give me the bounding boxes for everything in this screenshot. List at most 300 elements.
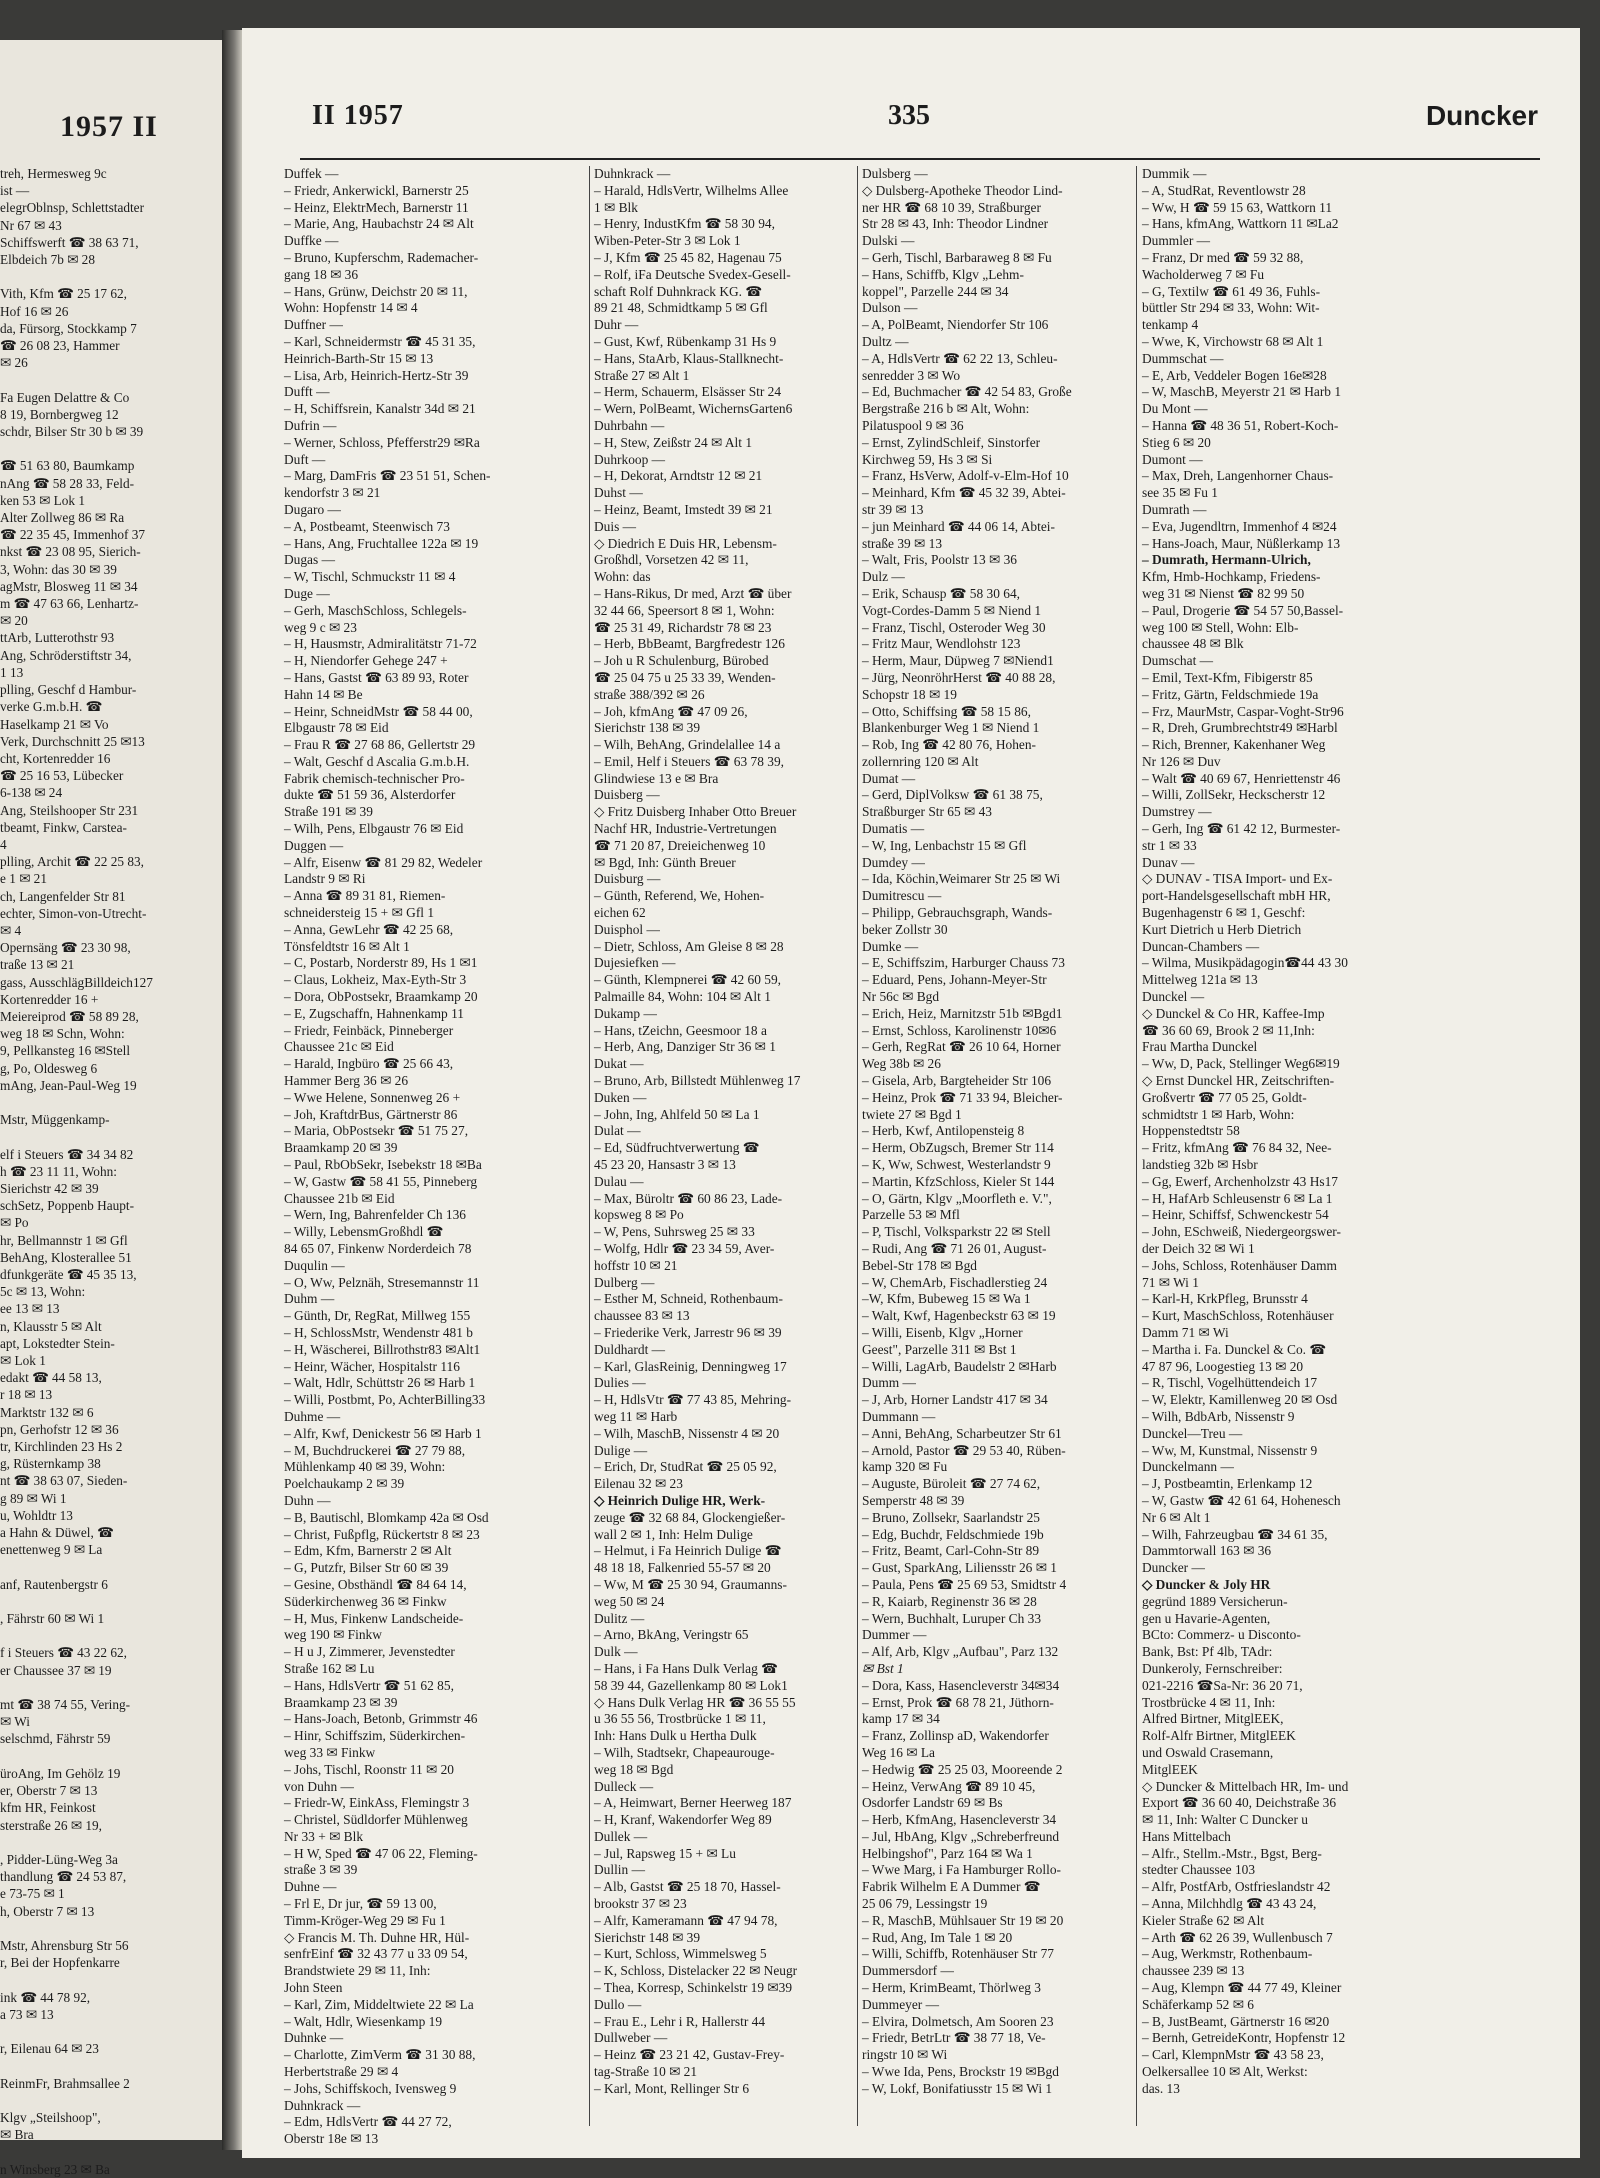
directory-entry-line: – Wilh, BehAng, Grindelallee 14 a <box>594 737 781 753</box>
left-page-line: nAng ☎ 58 28 33, Feld- <box>0 475 135 491</box>
directory-entry-line: – B, Bautischl, Blomkamp 42a ✉ Osd <box>284 1509 489 1525</box>
directory-entry-line: – Walt, Geschf d Ascalia G.m.b.H. <box>284 753 470 769</box>
directory-entry-line: Dumrath — <box>1142 501 1207 517</box>
left-page-line: Ang, Steilshooper Str 231 <box>0 802 139 818</box>
directory-entry-line: – Günth, Referend, We, Hohen- <box>594 888 765 904</box>
directory-entry-line: Wacholderweg 7 ✉ Fu <box>1142 266 1265 282</box>
directory-entry-line: Duldhardt — <box>594 1341 666 1357</box>
directory-entry-line: Dullek — <box>594 1828 648 1844</box>
directory-entry-line: Heinrich-Barth-Str 15 ✉ 13 <box>284 350 434 366</box>
directory-entry-line: – Walt, Fris, Poolstr 13 ✉ 36 <box>862 552 1017 568</box>
directory-entry-line: Dumdey — <box>862 854 925 870</box>
directory-entry-line: – W, Lokf, Bonifatiusstr 15 ✉ Wi 1 <box>862 2080 1053 2096</box>
directory-entry-line: 58 39 44, Gazellenkamp 80 ✉ Lok1 <box>594 1677 788 1693</box>
directory-entry-line: Duhrbahn — <box>594 417 665 433</box>
left-page-line: 8 19, Bornbergweg 12 <box>0 406 119 422</box>
directory-entry-line: – Alfr, Eisenw ☎ 81 29 82, Wedeler <box>284 854 483 870</box>
directory-entry-line: – Auguste, Büroleit ☎ 27 74 62, <box>862 1476 1041 1492</box>
directory-entry-line: Duhrkoop — <box>594 451 666 467</box>
left-page-line: ☎ 26 08 23, Hammer <box>0 338 120 354</box>
directory-entry-line: – Charlotte, ZimVerm ☎ 31 30 88, <box>284 2047 476 2063</box>
directory-entry-line: – Herb, KfmAng, Hasencleverstr 34 <box>862 1812 1057 1828</box>
directory-entry-line: Dumont — <box>1142 451 1203 467</box>
directory-entry-line: – K, Schloss, Distelacker 22 ✉ Neugr <box>594 1963 798 1979</box>
directory-entry-line: Landstr 9 ✉ Ri <box>284 871 366 887</box>
directory-entry-line: – Dumrath, Hermann-Ulrich, <box>1142 552 1311 568</box>
left-page-line: ✉ 26 <box>0 355 28 371</box>
directory-entry-line: Dukamp — <box>594 1005 657 1021</box>
directory-entry-line: – Herm, ObZugsch, Bremer Str 114 <box>862 1140 1054 1156</box>
directory-entry-line: – W, ChemArb, Fischadlerstieg 24 <box>862 1274 1048 1290</box>
left-page-line: anf, Rautenbergstr 6 <box>0 1576 108 1592</box>
left-page-line: enettenweg 9 ✉ La <box>0 1542 103 1558</box>
directory-entry-line: – Karl, Schneidermstr ☎ 45 31 35, <box>284 333 476 349</box>
directory-entry-line: – A, PolBeamt, Niendorfer Str 106 <box>862 317 1049 333</box>
directory-entry-line: Sierichstr 148 ✉ 39 <box>594 1929 701 1945</box>
directory-entry-line: Duis — <box>594 518 637 534</box>
directory-entry-line: – Heinz, ElektrMech, Barnerstr 11 <box>284 199 469 215</box>
directory-entry-line: Alfred Birtner, MitglEEK, <box>1142 1711 1284 1727</box>
directory-entry-line: Duhnkrack — <box>594 166 671 181</box>
directory-entry-line: Duken — <box>594 1089 647 1105</box>
directory-entry-line: koppel", Parzelle 244 ✉ 34 <box>862 283 1009 299</box>
directory-entry-line: – Herb, Kwf, Antilopensteig 8 <box>862 1123 1025 1139</box>
directory-entry-line: – Claus, Lokheiz, Max-Eyth-Str 3 <box>284 972 467 988</box>
left-page-line: n, Klausstr 5 ✉ Alt <box>0 1318 102 1334</box>
directory-entry-line: – Hans, StaArb, Klaus-Stallknecht- <box>594 350 784 366</box>
directory-entry-line: Dumschat — <box>1142 653 1214 669</box>
directory-entry-line: – Kurt, Schloss, Wimmelsweg 5 <box>594 1946 767 1962</box>
directory-entry-line: Wohn: Hopfenstr 14 ✉ 4 <box>284 300 418 316</box>
left-page-line: elegrOblnsp, Schlettstadter <box>0 200 145 216</box>
directory-entry-line: – Herm, Maur, Düpweg 7 ✉Niend1 <box>862 653 1054 669</box>
directory-entry-line: – Ed, Buchmacher ☎ 42 54 83, Große <box>862 384 1072 400</box>
directory-entry-line: gen u Havarie-Agenten, <box>1142 1610 1271 1626</box>
directory-entry-line: – Wwe Helene, Sonnenweg 26 + <box>284 1089 461 1105</box>
directory-entry-line: – Paul, Drogerie ☎ 54 57 50,Bassel- <box>1142 602 1344 618</box>
directory-entry-line: und Oswald Crasemann, <box>1142 1744 1274 1760</box>
directory-entry-line: Timm-Kröger-Weg 29 ✉ Fu 1 <box>284 1912 446 1928</box>
directory-entry-line: – Hans, Grünw, Deichstr 20 ✉ 11, <box>284 283 468 299</box>
directory-entry-line: Eilenau 32 ✉ 23 <box>594 1476 683 1492</box>
directory-entry-line: – M, Buchdruckerei ☎ 27 79 88, <box>284 1442 466 1458</box>
directory-entry-line: Dulk — <box>594 1644 638 1660</box>
directory-entry-line: ner HR ☎ 68 10 39, Straßburger <box>862 199 1041 215</box>
directory-entry-line: Herbertstraße 29 ✉ 4 <box>284 2064 399 2080</box>
directory-entry-line: ◇ Dulsberg-Apotheke Theodor Lind- <box>862 182 1063 198</box>
directory-entry-line: – Elvira, Dolmetsch, Am Sooren 23 <box>862 2013 1054 2029</box>
header-rule <box>300 158 1540 160</box>
directory-entry-line: Dulau — <box>594 1173 644 1189</box>
directory-entry-line: – Herm, Schauerm, Elsässer Str 24 <box>594 384 782 400</box>
directory-entry-line: – Wilma, Musikpädagogin☎44 43 30 <box>1142 955 1348 971</box>
left-page-line <box>0 268 215 285</box>
directory-entry-line: – H, Niendorfer Gehege 247 + <box>284 653 448 669</box>
directory-entry-line: Großhdl, Vorsetzen 42 ✉ 11, <box>594 552 749 568</box>
directory-entry-line: Poelchaukamp 2 ✉ 39 <box>284 1476 405 1492</box>
directory-entry-line: ✉ Bgd, Inh: Günth Breuer <box>594 854 736 870</box>
directory-entry-line: – Friederike Verk, Jarrestr 96 ✉ 39 <box>594 1324 782 1340</box>
directory-entry-line: Duge — <box>284 585 330 601</box>
directory-entry-line: – W, Tischl, Schmuckstr 11 ✉ 4 <box>284 569 456 585</box>
directory-entry-line: Dunckel — <box>1142 989 1205 1005</box>
directory-entry-line: tenkamp 4 <box>1142 317 1199 333</box>
directory-entry-line: – B, JustBeamt, Gärtnerstr 16 ✉20 <box>1142 2013 1330 2029</box>
directory-entry-line: – Philipp, Gebrauchsgraph, Wands- <box>862 905 1053 921</box>
left-page-line: plling, Archit ☎ 22 25 83, <box>0 854 144 870</box>
directory-entry-line: Mittelweg 121a ✉ 13 <box>1142 972 1258 988</box>
directory-entry-line: – H, HafArb Schleusenstr 6 ✉ La 1 <box>1142 1190 1333 1206</box>
directory-entry-line: – Kurt, MaschSchloss, Rotenhäuser <box>1142 1308 1334 1324</box>
left-page-text <box>0 165 215 2178</box>
directory-entry-line: weg 11 ✉ Harb <box>594 1408 678 1424</box>
directory-entry-line: Dummer — <box>862 1627 927 1643</box>
left-page-line: ✉ Bra <box>0 2127 34 2143</box>
directory-entry-line: Rolf-Alfr Birtner, MitglEEK <box>1142 1728 1296 1744</box>
directory-entry-line: – Eduard, Pens, Johann-Meyer-Str <box>862 972 1047 988</box>
left-page-line: kfm HR, Feinkost <box>0 1800 96 1816</box>
directory-entry-line: – Esther M, Schneid, Rothenbaum- <box>594 1291 783 1307</box>
left-page-line: Vith, Kfm ☎ 25 17 62, <box>0 286 127 302</box>
directory-entry-line: – Erich, Heiz, Marnitzstr 51b ✉Bgd1 <box>862 1005 1063 1021</box>
directory-entry-line: zollernring 120 ✉ Alt <box>862 753 979 769</box>
directory-entry-line: landstieg 32b ✉ Hsbr <box>1142 1157 1258 1173</box>
directory-entry-line: Inh: Hans Dulk u Hertha Dulk <box>594 1728 757 1744</box>
directory-entry-line: Duncan-Chambers — <box>1142 938 1260 954</box>
directory-entry-line: – Wilh, Pens, Elbgaustr 76 ✉ Eid <box>284 821 464 837</box>
directory-entry-line: twiete 27 ✉ Bgd 1 <box>862 1106 962 1122</box>
directory-entry-line: – Günth, Dr, RegRat, Millweg 155 <box>284 1308 471 1324</box>
directory-entry-line: – Maria, ObPostsekr ☎ 51 75 27, <box>284 1123 469 1139</box>
directory-entry-line: – R, MaschB, Mühlsauer Str 19 ✉ 20 <box>862 1912 1064 1928</box>
directory-entry-line: Duhme — <box>284 1408 341 1424</box>
directory-entry-line: Braamkamp 23 ✉ 39 <box>284 1694 398 1710</box>
left-page-line: Marktstr 132 ✉ 6 <box>0 1404 94 1420</box>
page-header <box>300 100 1550 140</box>
directory-entry-line: der Deich 32 ✉ Wi 1 <box>1142 1241 1255 1256</box>
directory-entry-line: Stieg 6 ✉ 20 <box>1142 434 1211 450</box>
directory-entry-line: – Franz, Dr med ☎ 59 32 88, <box>1142 249 1304 265</box>
directory-entry-line: – Walt, Hdlr, Wiesenkamp 19 <box>284 2013 443 2029</box>
directory-entry-line: von Duhn — <box>284 1778 354 1794</box>
left-page-line: a Hahn & Düwel, ☎ <box>0 1525 114 1541</box>
directory-entry-line: – John, ESchweiß, Niedergeorgswer- <box>1142 1224 1341 1240</box>
directory-entry-line: Duggen — <box>284 837 344 853</box>
directory-entry-line: Duisburg — <box>594 871 661 887</box>
left-page-line: 3, Wohn: das 30 ✉ 39 <box>0 561 117 577</box>
directory-entry-line: – Anni, BehAng, Scharbeutzer Str 61 <box>862 1425 1062 1441</box>
directory-entry-line: Hoppenstedtstr 58 <box>1142 1123 1240 1139</box>
directory-entry-line: – Walt, Hdlr, Schüttstr 26 ✉ Harb 1 <box>284 1375 476 1391</box>
directory-entry-line: – Hans, Schiffb, Klgv „Lehm- <box>862 266 1024 282</box>
directory-entry-line: – Bruno, Arb, Billstedt Mühlenweg 17 <box>594 1073 801 1089</box>
directory-entry-line: – Fritz, kfmAng ☎ 76 84 32, Nee- <box>1142 1140 1332 1156</box>
directory-entry-line: Braamkamp 20 ✉ 39 <box>284 1140 398 1156</box>
left-page-line: weg 18 ✉ Schn, Wohn: <box>0 1026 125 1042</box>
directory-entry-line: – Ww, M, Kunstmal, Nissenstr 9 <box>1142 1442 1318 1458</box>
directory-entry-line: Weg 38b ✉ 26 <box>862 1056 941 1072</box>
directory-entry-line: – Marg, DamFris ☎ 23 51 51, Schen- <box>284 468 491 484</box>
directory-entry-line: – Ed, Südfruchtverwertung ☎ <box>594 1140 760 1156</box>
directory-entry-line: weg 18 ✉ Bgd <box>594 1761 674 1777</box>
directory-entry-line: u 36 55 56, Trostbrücke 1 ✉ 11, <box>594 1711 766 1727</box>
directory-entry-line: Dumke — <box>862 938 919 954</box>
directory-entry-line: – Rolf, iFa Deutsche Svedex-Gesell- <box>594 266 791 282</box>
directory-entry-line: Trostbrücke 4 ✉ 11, Inh: <box>1142 1694 1276 1710</box>
left-page-line: ink ☎ 44 78 92, <box>0 1989 91 2005</box>
directory-entry-line: kamp 17 ✉ 34 <box>862 1711 940 1727</box>
directory-entry-line: – Franz, Tischl, Osteroder Weg 30 <box>862 619 1046 635</box>
directory-entry-line: ☎ 71 20 87, Dreieichenweg 10 <box>594 837 766 853</box>
directory-entry-line: – Friedr, Feinbäck, Pinneberger <box>284 1022 454 1038</box>
directory-entry-line: – Ernst, ZylindSchleif, Sinstorfer <box>862 434 1041 450</box>
left-page-line: tr, Kirchlinden 23 Hs 2 <box>0 1439 123 1455</box>
directory-entry-line: – H, HdlsVtr ☎ 77 43 85, Mehring- <box>594 1392 792 1408</box>
directory-entry-line: – Gg, Ewerf, Archenholzstr 43 Hs17 <box>1142 1173 1338 1189</box>
directory-entry-line: – Gisela, Arb, Bargteheider Str 106 <box>862 1073 1052 1089</box>
directory-entry-line: Wiben-Peter-Str 3 ✉ Lok 1 <box>594 233 741 249</box>
directory-entry-line: Schäferkamp 52 ✉ 6 <box>1142 1996 1254 2012</box>
directory-entry-line: – Werner, Schloss, Pfefferstr29 ✉Ra <box>284 434 480 450</box>
directory-entry-line: – A, Heimwart, Berner Heerweg 187 <box>594 1795 792 1811</box>
directory-entry-line: – Alf, Arb, Klgv „Aufbau", Parz 132 <box>862 1644 1059 1660</box>
directory-entry-line: Tönsfeldtstr 16 ✉ Alt 1 <box>284 938 410 954</box>
directory-entry-line: Duhst — <box>594 485 643 501</box>
directory-entry-line: straße 388/392 ✉ 26 <box>594 686 705 702</box>
left-page-line: r, Eilenau 64 ✉ 23 <box>0 2041 99 2057</box>
left-page-line: verke G.m.b.H. ☎ <box>0 699 103 715</box>
directory-entry-line: weg 190 ✉ Finkw <box>284 1627 382 1643</box>
directory-entry-line: ◇ Dunckel & Co HR, Kaffee-Imp <box>1142 1005 1325 1021</box>
directory-entry-line: – Frau R ☎ 27 68 86, Gellertstr 29 <box>284 737 476 753</box>
directory-entry-line: – Aug, Klempn ☎ 44 77 49, Kleiner <box>1142 1980 1342 1996</box>
left-page-line: f i Steuers ☎ 43 22 62, <box>0 1645 127 1661</box>
directory-entry-line: – Heinz, Beamt, Imstedt 39 ✉ 21 <box>594 501 773 517</box>
directory-entry-line: – J, Kfm ☎ 25 45 82, Hagenau 75 <box>594 249 782 265</box>
directory-entry-line: Dulsberg — <box>862 166 928 181</box>
left-page-line: h ☎ 23 11 11, Wohn: <box>0 1163 117 1179</box>
directory-entry-line: – Wilh, Fahrzeugbau ☎ 34 61 35, <box>1142 1526 1328 1542</box>
directory-entry-line: – Martha i. Fa. Dunckel & Co. ☎ <box>1142 1341 1327 1357</box>
directory-entry-line: – Emil, Helf i Steuers ☎ 63 78 39, <box>594 753 784 769</box>
directory-entry-line: – Jürg, NeonröhrHerst ☎ 40 88 28, <box>862 669 1056 685</box>
directory-entry-line: Duhn — <box>284 1492 331 1508</box>
directory-column-3 <box>862 166 1162 2098</box>
directory-entry-line: – Gerh, MaschSchloss, Schlegels- <box>284 602 467 618</box>
directory-entry-line: 84 65 07, Finkenw Norderdeich 78 <box>284 1241 472 1256</box>
directory-entry-line: – Günth, Klempnerei ☎ 42 60 59, <box>594 972 782 988</box>
directory-entry-line: – Henry, IndustKfm ☎ 58 30 94, <box>594 216 775 232</box>
left-page-line <box>0 1748 215 1765</box>
directory-entry-line: – C, Postarb, Norderstr 89, Hs 1 ✉1 <box>284 955 478 971</box>
directory-entry-line: – Gust, SparkAng, Liliensstr 26 ✉ 1 <box>862 1560 1057 1576</box>
page-header-volume: II 1957 <box>312 100 404 131</box>
directory-entry-line: chaussee 48 ✉ Blk <box>1142 636 1244 652</box>
directory-entry-line: weg 100 ✉ Stell, Wohn: Elb- <box>1142 619 1299 635</box>
directory-entry-line: – Anna ☎ 89 31 81, Riemen- <box>284 888 446 904</box>
directory-entry-line: – Edm, Kfm, Barnerstr 2 ✉ Alt <box>284 1543 452 1559</box>
directory-entry-line: – Dietr, Schloss, Am Gleise 8 ✉ 28 <box>594 938 784 954</box>
left-page-line: ist — <box>0 183 30 199</box>
directory-entry-line: Kurt Dietrich u Herb Dietrich <box>1142 921 1302 937</box>
directory-entry-line: – Rudi, Ang ☎ 71 26 01, August- <box>862 1241 1047 1256</box>
left-page-line: 4 <box>0 836 7 852</box>
directory-entry-line: Brandstwiete 29 ✉ 11, Inh: <box>284 1963 431 1979</box>
directory-entry-line: – Ida, Köchin,Weimarer Str 25 ✉ Wi <box>862 871 1061 887</box>
directory-entry-line: kamp 320 ✉ Fu <box>862 1459 948 1475</box>
directory-entry-line: Duisberg — <box>594 787 660 803</box>
left-page-line: Meiereiprod ☎ 58 89 28, <box>0 1008 139 1024</box>
left-page-line: Fa Eugen Delattre & Co <box>0 389 130 405</box>
directory-entry-line: Dullweber — <box>594 2030 668 2046</box>
directory-entry-line: – Franz, HsVerw, Adolf-v-Elm-Hof 10 <box>862 468 1069 484</box>
directory-entry-line: – Heinz, Prok ☎ 71 33 94, Bleicher- <box>862 1089 1063 1105</box>
directory-entry-line: schaft Rolf Duhnkrack KG. ☎ <box>594 283 763 299</box>
left-page-line <box>0 2057 215 2074</box>
left-page-line: Kortenredder 16 + <box>0 991 99 1007</box>
directory-entry-line: – R, Tischl, Vogelhüttendeich 17 <box>1142 1375 1318 1391</box>
directory-entry-line: – Dora, Kass, Hasencleverstr 34✉34 <box>862 1677 1060 1693</box>
left-page-line: g, Po, Oldesweg 6 <box>0 1060 98 1076</box>
directory-entry-line: – Arnold, Pastor ☎ 29 53 40, Rüben- <box>862 1442 1066 1458</box>
directory-entry-line: – H, Kranf, Wakendorfer Weg 89 <box>594 1812 772 1828</box>
directory-entry-line: 47 87 96, Loogestieg 13 ✉ 20 <box>1142 1358 1304 1374</box>
directory-entry-line: Dunkeroly, Fernschreiber: <box>1142 1660 1283 1676</box>
directory-entry-line: Duft — <box>284 451 326 467</box>
directory-entry-line: Dugaro — <box>284 501 341 517</box>
left-page-line: , Pidder-Lüng-Weg 3a <box>0 1851 118 1867</box>
directory-entry-line: – Rud, Ang, Im Tale 1 ✉ 20 <box>862 1929 1013 1945</box>
directory-entry-line: Nr 126 ✉ Duv <box>1142 753 1221 769</box>
directory-entry-line: Palmaille 84, Wohn: 104 ✉ Alt 1 <box>594 989 771 1005</box>
directory-entry-line: – E, Arb, Veddeler Bogen 16e✉28 <box>1142 367 1327 383</box>
left-page-line <box>0 1593 215 1610</box>
directory-entry-line: – Meinhard, Kfm ☎ 45 32 39, Abtei- <box>862 485 1066 501</box>
left-page-line: n Winsberg 23 ✉ Ba <box>0 2161 110 2177</box>
directory-entry-line: – Carl, KlempnMstr ☎ 43 58 23, <box>1142 2047 1324 2063</box>
directory-entry-line: Dufrin — <box>284 417 337 433</box>
left-page-line: Klgv „Steilshoop", <box>0 2109 101 2125</box>
directory-entry-line: 48 18 18, Falkenried 55-57 ✉ 20 <box>594 1560 771 1576</box>
directory-entry-line: – Max, Dreh, Langenhorner Chaus- <box>1142 468 1334 484</box>
left-page-line <box>0 1834 215 1851</box>
directory-entry-line: – Alfr., Stellm.-Mstr., Bgst, Berg- <box>1142 1845 1322 1861</box>
directory-entry-line: Dullo — <box>594 1996 642 2012</box>
directory-entry-line: Dulleck — <box>594 1778 654 1794</box>
directory-entry-line: – Wilh, BdbArb, Nissenstr 9 <box>1142 1408 1295 1424</box>
left-page-line: r 18 ✉ 13 <box>0 1387 53 1403</box>
directory-entry-line: Pilatuspool 9 ✉ 36 <box>862 417 964 433</box>
directory-entry-line: – R, Dreh, Grumbrechtstr49 ✉Harbl <box>1142 720 1338 736</box>
directory-entry-line: – Edg, Buchdr, Feldschmiede 19b <box>862 1526 1044 1542</box>
directory-page <box>242 28 1580 2158</box>
directory-entry-line: – Martin, KfzSchloss, Kieler St 144 <box>862 1173 1055 1189</box>
directory-entry-line: Frau Martha Dunckel <box>1142 1039 1258 1055</box>
directory-entry-line: 71 ✉ Wi 1 <box>1142 1274 1199 1290</box>
directory-entry-line: 32 44 66, Speersort 8 ✉ 1, Wohn: <box>594 602 775 618</box>
directory-entry-line: Dumat — <box>862 770 916 786</box>
directory-entry-line: – Wern, PolBeamt, WichernsGarten6 <box>594 401 793 417</box>
left-page-line: apt, Lokstedter Stein- <box>0 1335 115 1351</box>
directory-entry-line: – Hans-Joach, Maur, Nüßlerkamp 13 <box>1142 535 1341 551</box>
directory-entry-line: kopsweg 8 ✉ Po <box>594 1207 684 1223</box>
left-page-line: r, Bei der Hopfenkarre <box>0 1955 120 1971</box>
directory-entry-line: ◇ Duncker & Joly HR <box>1142 1576 1271 1592</box>
directory-entry-line: – Hans-Joach, Betonb, Grimmstr 46 <box>284 1711 478 1727</box>
directory-entry-line: – Gust, Kwf, Rübenkamp 31 Hs 9 <box>594 333 777 349</box>
directory-entry-line: – P, Tischl, Volksparkstr 22 ✉ Stell <box>862 1224 1051 1240</box>
directory-entry-line: – Walt ☎ 40 69 67, Henriettenstr 46 <box>1142 770 1341 786</box>
directory-entry-line: – J, Postbeamtin, Erlenkamp 12 <box>1142 1476 1313 1492</box>
directory-entry-line: Dugas — <box>284 552 335 568</box>
directory-entry-line: – E, Zugschaffn, Hahnenkamp 11 <box>284 1005 464 1021</box>
left-page-line: ch, Langenfelder Str 81 <box>0 888 126 904</box>
directory-entry-line: – Karl, GlasReinig, Denningweg 17 <box>594 1358 787 1374</box>
left-page-line: er Chaussee 37 ✉ 19 <box>0 1662 112 1678</box>
directory-entry-line: port-Handelsgesellschaft mbH HR, <box>1142 888 1331 904</box>
left-page-line: Ang, Schröderstiftstr 34, <box>0 647 132 663</box>
directory-entry-line: Hammer Berg 36 ✉ 26 <box>284 1073 409 1089</box>
directory-entry-line: – Otto, Schiffsing ☎ 58 15 86, <box>862 703 1031 719</box>
column-divider <box>857 166 858 2126</box>
directory-entry-line: – Hedwig ☎ 25 25 03, Mooreende 2 <box>862 1761 1063 1777</box>
directory-entry-line: Großvertr ☎ 77 05 25, Goldt- <box>1142 1089 1307 1105</box>
directory-entry-line: – Paula, Pens ☎ 25 69 53, Smidtstr 4 <box>862 1576 1067 1592</box>
directory-entry-line: Bebel-Str 178 ✉ Bgd <box>862 1257 977 1273</box>
directory-entry-line: Duqulin — <box>284 1257 345 1273</box>
directory-entry-line: Vogt-Cordes-Damm 5 ✉ Niend 1 <box>862 602 1042 618</box>
directory-entry-line: – H W, Sped ☎ 47 06 22, Fleming- <box>284 1845 478 1861</box>
left-page-line: er, Oberstr 7 ✉ 13 <box>0 1783 98 1799</box>
directory-entry-line: 45 23 20, Hansastr 3 ✉ 13 <box>594 1157 736 1173</box>
directory-entry-line: Straße 191 ✉ 39 <box>284 804 373 820</box>
left-page-line: Sierichstr 42 ✉ 39 <box>0 1180 99 1196</box>
directory-entry-line: Glindwiese 13 e ✉ Bra <box>594 770 719 786</box>
directory-entry-line: ◇ Duncker & Mittelbach HR, Im- und <box>1142 1778 1349 1794</box>
directory-entry-line: ◇ Ernst Dunckel HR, Zeitschriften- <box>1142 1073 1335 1089</box>
directory-entry-line: ☎ 25 04 75 u 25 33 39, Wenden- <box>594 669 776 685</box>
left-page-line <box>0 1679 215 1696</box>
directory-entry-line: 021-2216 ☎Sa-Nr: 36 20 71, <box>1142 1677 1303 1693</box>
directory-entry-line: – H, Wäscherei, Billrothstr83 ✉Alt1 <box>284 1341 481 1357</box>
left-page-line: hr, Bellmannstr 1 ✉ Gfl <box>0 1232 128 1248</box>
directory-entry-line: Dulson — <box>862 300 918 316</box>
left-page-line: gass, AusschlägBilldeich127 <box>0 974 153 990</box>
left-page-line: da, Fürsorg, Stockkamp 7 <box>0 320 137 336</box>
directory-entry-line: – W, Gastw ☎ 42 61 64, Hohenesch <box>1142 1492 1341 1508</box>
directory-entry-line: gegründ 1889 Versicherun- <box>1142 1593 1288 1609</box>
left-page-line <box>0 2092 215 2109</box>
directory-entry-line: Dummann — <box>862 1408 936 1424</box>
left-page-line: ✉ Po <box>0 1215 29 1231</box>
directory-entry-line: ◇ Fritz Duisberg Inhaber Otto Breuer <box>594 804 797 820</box>
directory-entry-line: – Ww, H ☎ 59 15 63, Wattkorn 11 <box>1142 199 1333 215</box>
directory-entry-line: – Paul, RbObSekr, Isebekstr 18 ✉Ba <box>284 1157 482 1173</box>
left-page-line: nt ☎ 38 63 07, Sieden- <box>0 1473 128 1489</box>
directory-entry-line: – Ww, D, Pack, Stellinger Weg6✉19 <box>1142 1056 1340 1072</box>
directory-entry-line: – H, Mus, Finkenw Landscheide- <box>284 1610 464 1626</box>
directory-entry-line: – Wwe Marg, i Fa Hamburger Rollo- <box>862 1862 1061 1878</box>
directory-entry-line: – Jul, HbAng, Klgv „Schreberfreund <box>862 1828 1060 1844</box>
directory-entry-line: – Heinr, Wächer, Hospitalstr 116 <box>284 1358 460 1374</box>
column-divider <box>589 166 590 2126</box>
directory-entry-line: – Willi, Eisenb, Klgv „Horner <box>862 1324 1023 1340</box>
left-page-line: elf i Steuers ☎ 34 34 82 <box>0 1146 134 1162</box>
left-page-line: treh, Hermesweg 9c <box>0 166 107 181</box>
directory-entry-line: – Fritz, Gärtn, Feldschmiede 19a <box>1142 686 1319 702</box>
directory-entry-line: Duffek — <box>284 166 339 181</box>
left-page-line <box>0 1128 215 1145</box>
